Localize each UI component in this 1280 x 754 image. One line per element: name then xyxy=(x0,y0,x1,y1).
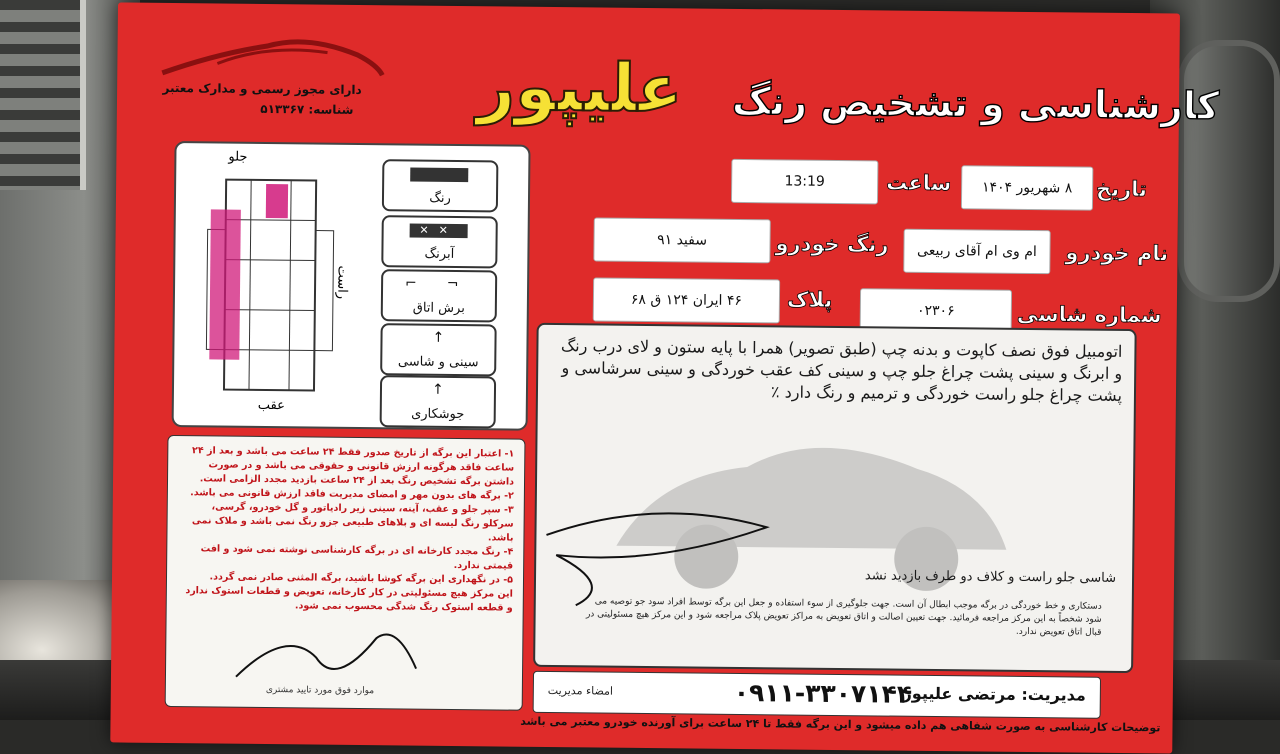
id-line: شناسه: ۵۱۳۳۶۷ xyxy=(260,101,354,117)
rules-panel xyxy=(165,435,526,711)
customer-signature-note: موارد فوق مورد تایید مشتری xyxy=(265,685,375,697)
x-marks-icon: ✕✕ xyxy=(410,224,468,239)
chassis-field: ۰۲۳۰۶ xyxy=(860,288,1012,334)
brand-title: علیپور xyxy=(476,48,683,128)
manager-footer xyxy=(533,671,1101,719)
legend-welding: ↑ جوشکاری xyxy=(380,375,497,428)
report-text: اتومبیل فوق نصف کاپوت و بدنه چپ (طبق تصویر) همرا با پایه ستون و لای درب رنگ و ابرنگ و سینی پشت چراغ جلو چپ و سینی کف عقب خوردگی و سینی سرشاسی و پشت چراغ جلو راست خوردگی و ترمیم و رنگ دارد ٪ xyxy=(560,336,1123,405)
date-label: تاریخ xyxy=(1096,176,1148,202)
car-diagram-panel xyxy=(172,141,531,431)
bottom-note: توضیحات کارشناسی به صورت شفاهی هم داده میشود و این برگه فقط تا ۲۴ ساعت برای آورنده خودرو معتبر می باشد xyxy=(520,714,1161,735)
car-color-label: رنگ خودرو xyxy=(775,231,889,257)
legend-paint: رنگ xyxy=(382,159,499,212)
legend-chassis: ↑ سینی و شاسی xyxy=(380,323,497,376)
front-label: جلو xyxy=(228,149,248,165)
legend-roof-cut: ⌐¬ برش اتاق xyxy=(381,269,498,322)
customer-signature xyxy=(226,617,427,699)
time-label: ساعت xyxy=(886,170,952,196)
door-trim xyxy=(1178,40,1280,302)
legend-touchup: ✕✕ آبرنگ xyxy=(381,215,498,268)
car-topview-diagram xyxy=(204,169,336,400)
rules-list: ۱- اعتبار این برگه از تاریخ صدور فقط ۲۴ ساعت می باشد و بعد از ۲۴ ساعت فاقد هرگونه ارزش قانونی و حقوقی می باشد و در صورت داشتن برگه تشخیص رنگ بعد از ۲۴ ساعت بازدید مجدد الزامی است. ۲- برگه های بدون مهر و امضای مدیریت فاقد ارزش قانونی می باشد. ۳- سپر جلو و عقب، آینه، سینی زیر رادیاتور و گل خودرو، گرسی، سرکلو رنگ لیسه ای و بلاهای طبیعی جزو رنگ نمی باشد و ملاک نمی باشد. ۴- رنگ مجدد کارخانه ای در برگه کارشناسی نوشته نمی شود و افت قیمتی ندارد. ۵- در نگهداری این برگه کوشا باشید، برگه المثنی صادر نمی گردد. این مرکز هیچ مسئولیتی در کار کارخانه، تعویض و قطعات استوک ندارد و قطعه استوک رنگ شدگی محسوب نمی شود. xyxy=(185,445,515,614)
plate-label: پلاک xyxy=(786,287,833,312)
car-name-label: نام خودرو xyxy=(1065,240,1169,266)
authorization-text: دارای مجوز رسمی و مدارک معتبر xyxy=(162,80,362,97)
disclaimer-text: دستکاری و خط خوردگی در برگه موجب ابطال آن است. جهت جلوگیری از سوء استفاده و جعل این برگه توسط افراد سود جو توصیه می شود شخصاً به این مرکز مراجعه فرمائید. جهت تعیین اصالت و اتاق تعویض به مراکز تعویض پلاک مراجعه شود و این مرکز هیچ مسئولیتی در قبال اتاق تعویض ندارد. xyxy=(585,596,1102,638)
main-title: کارشناسی و تشخیص رنگ xyxy=(731,78,1220,128)
cut-bracket-icon: ⌐¬ xyxy=(405,275,489,293)
inspection-card xyxy=(110,2,1220,753)
report-footnote: شاسی جلو راست و کلاف دو طرف بازدید نشد xyxy=(864,568,1117,586)
up-arrow-icon: ↑ xyxy=(432,329,445,346)
car-name-field: ام وی ام آقای ربیعی xyxy=(903,229,1050,275)
air-vent xyxy=(0,0,86,190)
report-panel xyxy=(533,323,1137,673)
up-arrow-icon: ↑ xyxy=(431,381,444,398)
right-label: راست xyxy=(334,265,350,300)
date-field: ۸ شهریور ۱۴۰۴ xyxy=(961,165,1093,210)
time-field: 13:19 xyxy=(731,159,878,205)
car-logo-icon xyxy=(157,23,388,85)
manager-signature-label: امضاء مدیریت xyxy=(547,683,614,698)
signature-scribble xyxy=(536,495,797,618)
manager-name: مدیریت: مرتضی علیپور xyxy=(902,683,1086,705)
manager-phone: ۰۹۱۱-۳۳۰۷۱۴۴ xyxy=(733,677,913,709)
filled-swatch-icon xyxy=(410,168,468,183)
rear-label: عقب xyxy=(257,397,286,414)
car-color-field: سفید ۹۱ xyxy=(593,217,770,263)
plate-field: ۴۶ ایران ۱۲۴ ق ۶۸ xyxy=(593,277,780,323)
chassis-label: شماره شاسی xyxy=(1016,301,1162,328)
